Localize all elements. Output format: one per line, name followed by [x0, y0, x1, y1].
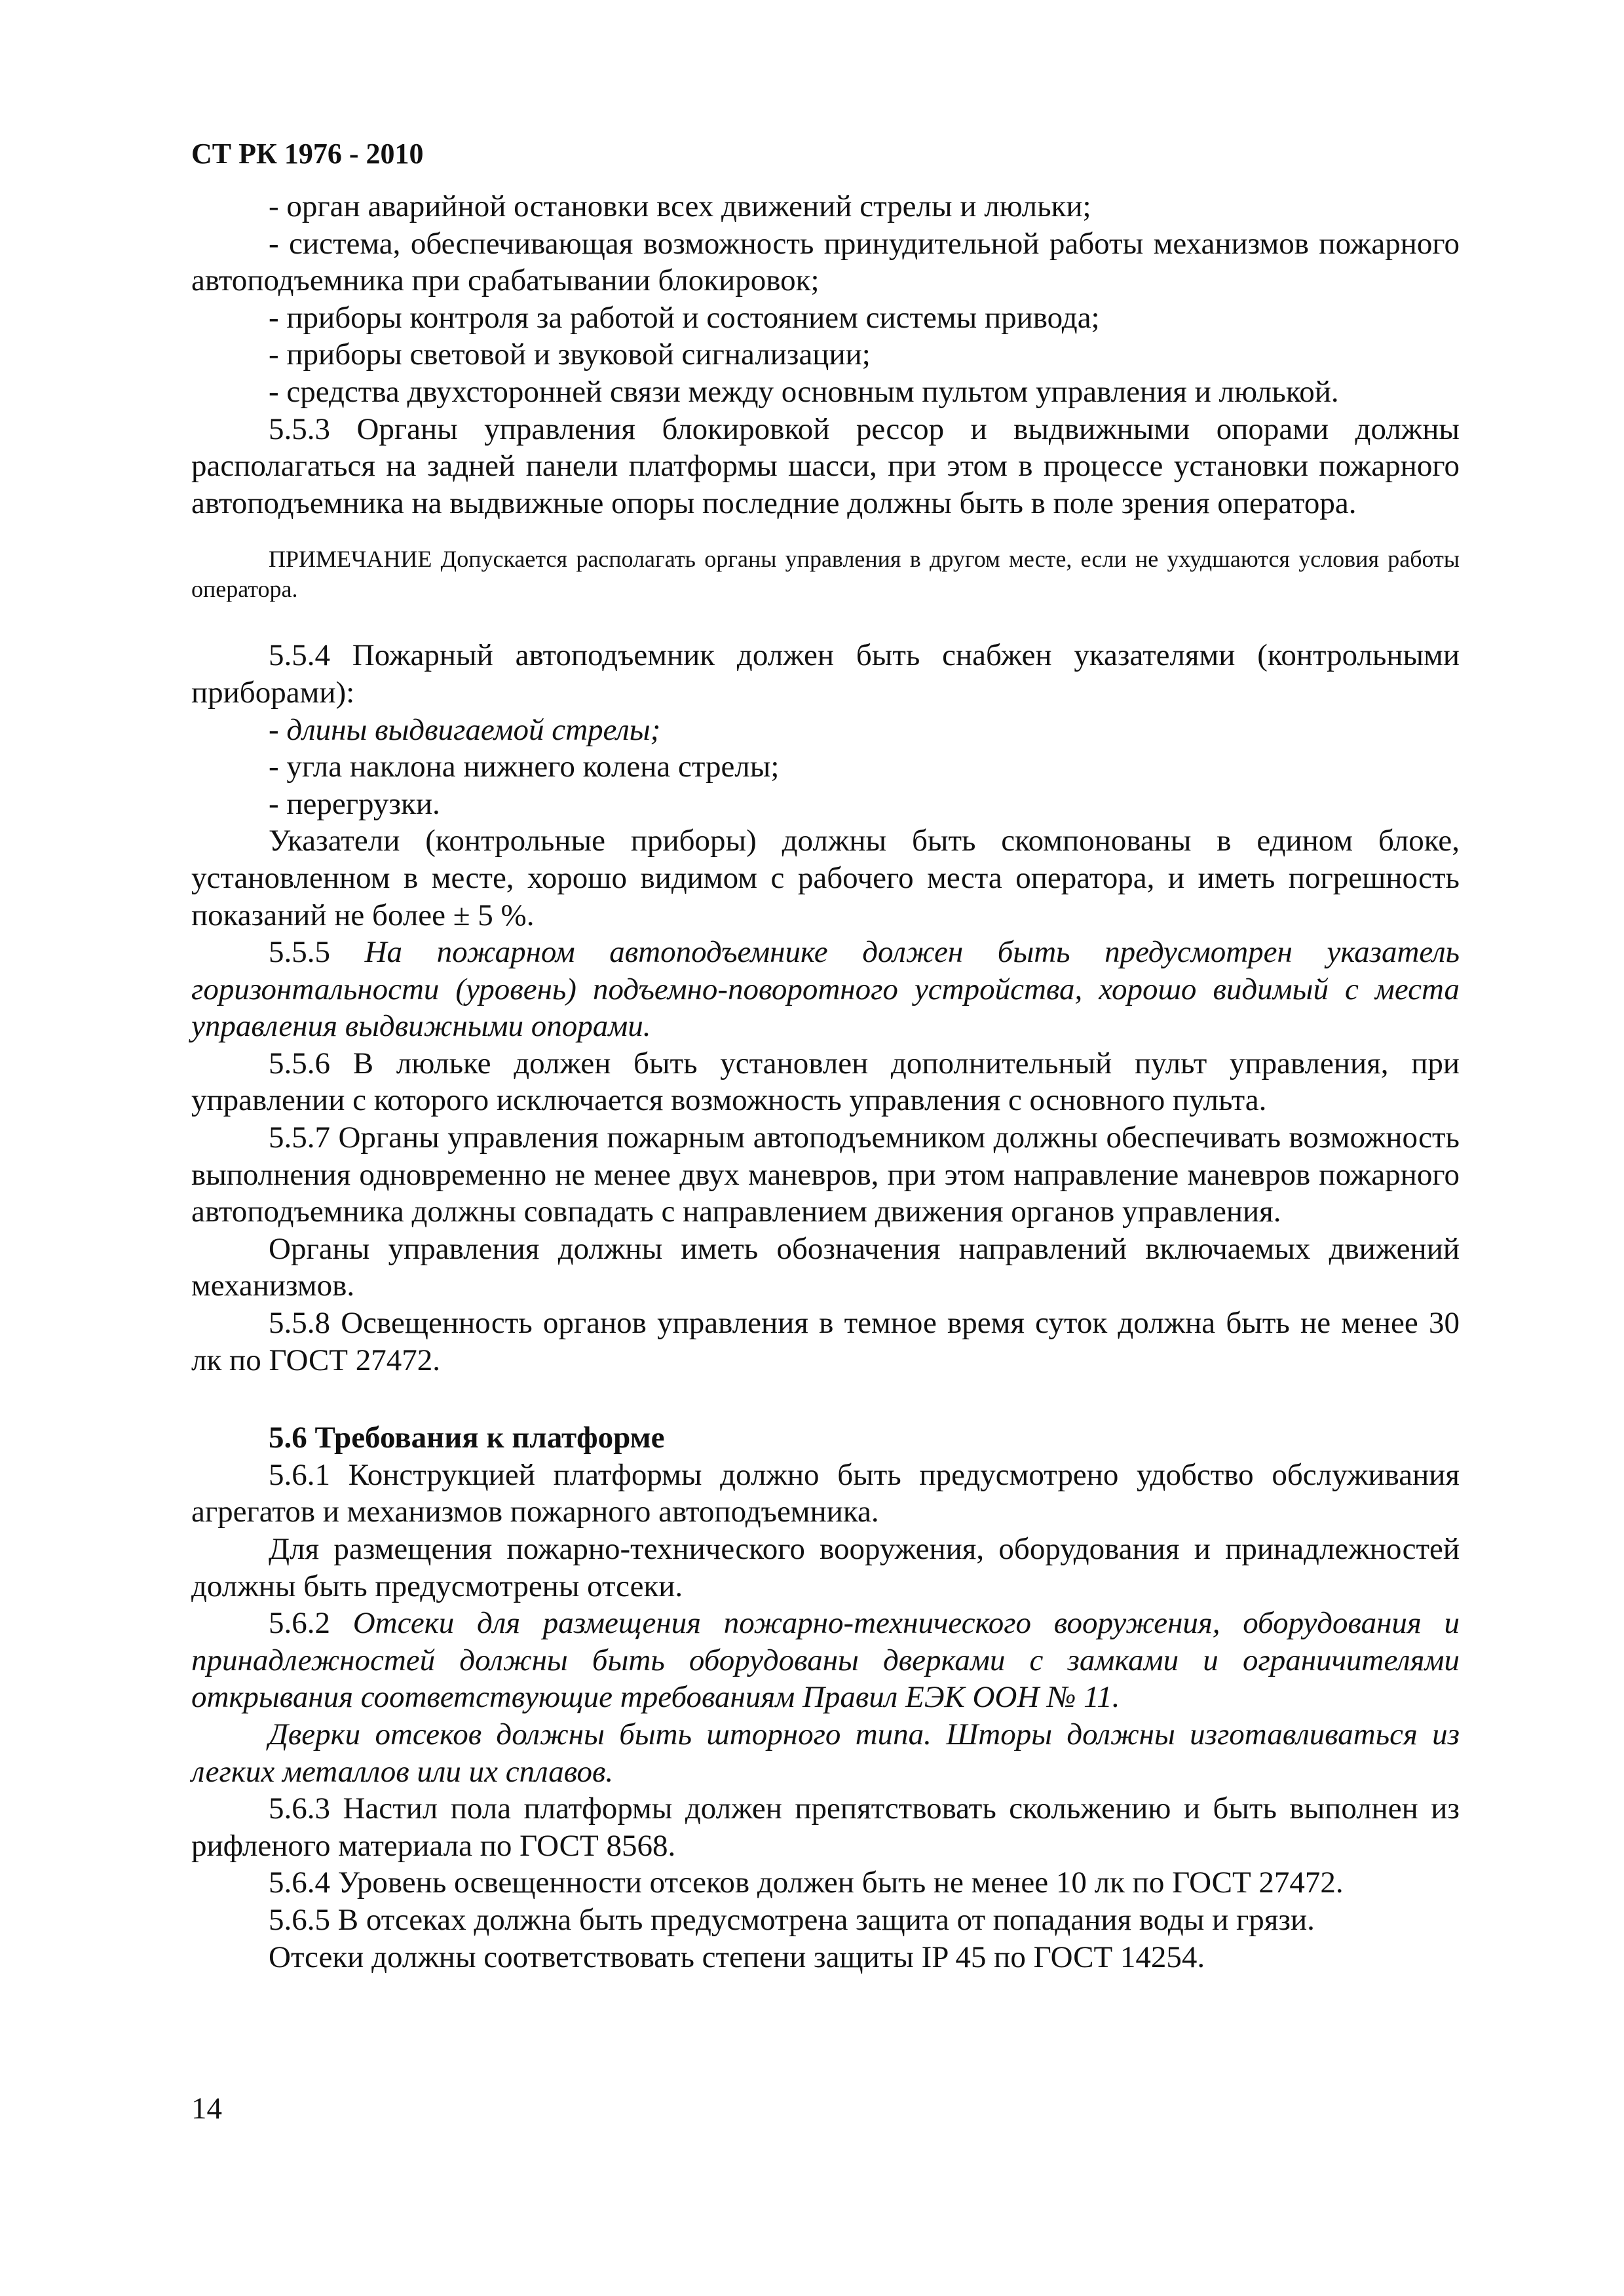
document-header: СТ РК 1976 - 2010 [191, 138, 424, 170]
clause-number: 5.6.2 [269, 1606, 353, 1641]
paragraph-doors: Дверки отсеков должны быть шторного типа. Шторы должны изготавливаться из легких металлов или их сплавов. [191, 1717, 1460, 1789]
list-item: - угла наклона нижнего колена стрелы; [269, 750, 780, 784]
list-item: - приборы световой и звуковой сигнализации; [269, 337, 871, 372]
paragraph-5-5-8: 5.5.8 Освещенность органов управления в темное время суток должна быть не менее 30 лк по ГОСТ 27472. [191, 1306, 1460, 1377]
paragraph-5-5-4: 5.5.4 Пожарный автоподъемник должен быть снабжен указателями (контрольными приборами): [191, 638, 1460, 710]
document-body [191, 188, 1460, 1976]
paragraph-5-6-1: 5.6.1 Конструкцией платформы должно быть предусмотрено удобство обслуживания агрегатов и механизмов пожарного автоподъемника. [191, 1457, 1460, 1529]
paragraph-5-5-6: 5.5.6 В люльке должен быть установлен дополнительный пульт управления, при управлении с которого исключается возможность управления с основного пульта. [191, 1046, 1460, 1118]
page-number: 14 [191, 2092, 222, 2126]
list-item: - длины выдвигаемой стрелы; [269, 712, 661, 747]
paragraph-ip: Отсеки должны соответствовать степени защиты IP 45 по ГОСТ 14254. [269, 1940, 1205, 1974]
paragraph-controls: Органы управления должны иметь обозначения направлений включаемых движений механизмов. [191, 1231, 1460, 1303]
clause-text: На пожарном автоподъемнике должен быть предусмотрен указатель горизонтальности (уровень) подъемно-поворотного устройства, хорошо видимый с места управления выдвижными опорами. [191, 935, 1460, 1044]
paragraph-5-6-4: 5.6.4 Уровень освещенности отсеков должен быть не менее 10 лк по ГОСТ 27472. [269, 1866, 1344, 1900]
clause-number: 5.5.5 [269, 935, 365, 970]
list-item: - средства двухсторонней связи между основным пультом управления и люлькой. [269, 374, 1339, 409]
paragraph-5-5-7: 5.5.7 Органы управления пожарным автоподъемником должны обеспечивать возможность выполнения одновременно не менее двух маневров, при этом направление маневров пожарного автоподъемника должны совпадать с направлением движения органов управления. [191, 1120, 1460, 1229]
paragraph-5-6-2 [191, 1605, 1460, 1716]
paragraph-5-5-5 [191, 934, 1460, 1045]
paragraph-5-6-5: 5.6.5 В отсеках должна быть предусмотрена защита от попадания воды и грязи. [269, 1902, 1315, 1937]
paragraph-5-5-3: 5.5.3 Органы управления блокировкой рессор и выдвижными опорами должны располагаться на задней панели платформы шасси, при этом в процессе установки пожарного автоподъемника на выдвижные опоры последние должны быть в поле зрения оператора. [191, 411, 1460, 520]
paragraph-5-6-3: 5.6.3 Настил пола платформы должен препятствовать скольжению и быть выполнен из рифленого материала по ГОСТ 8568. [191, 1791, 1460, 1863]
list-item: - приборы контроля за работой и состоянием системы привода; [269, 300, 1100, 335]
paragraph-indicators: Указатели (контрольные приборы) должны быть скомпонованы в едином блоке, установленном в месте, хорошо видимом с рабочего места оператора, и иметь погрешность показаний не более ± 5 %. [191, 824, 1460, 932]
note: ПРИМЕЧАНИЕ Допускается располагать органы управления в другом месте, если не ухудшаются условия работы оператора. [191, 546, 1460, 603]
paragraph-compartments: Для размещения пожарно-технического вооружения, оборудования и принадлежностей должны быть предусмотрены отсеки. [191, 1532, 1460, 1603]
clause-text: Отсеки для размещения пожарно-технического вооружения, оборудования и принадлежностей должны быть оборудованы дверками с замками и ограничителями открывания соответствующие требованиям Правил ЕЭК ООН № 11. [191, 1606, 1460, 1715]
list-item: - орган аварийной остановки всех движений стрелы и люльки; [269, 189, 1091, 223]
section-title: 5.6 Требования к платформе [269, 1421, 665, 1455]
list-item: - система, обеспечивающая возможность принудительной работы механизмов пожарного автоподъемника при срабатывании блокировок; [191, 226, 1460, 298]
list-item: - перегрузки. [269, 786, 440, 821]
